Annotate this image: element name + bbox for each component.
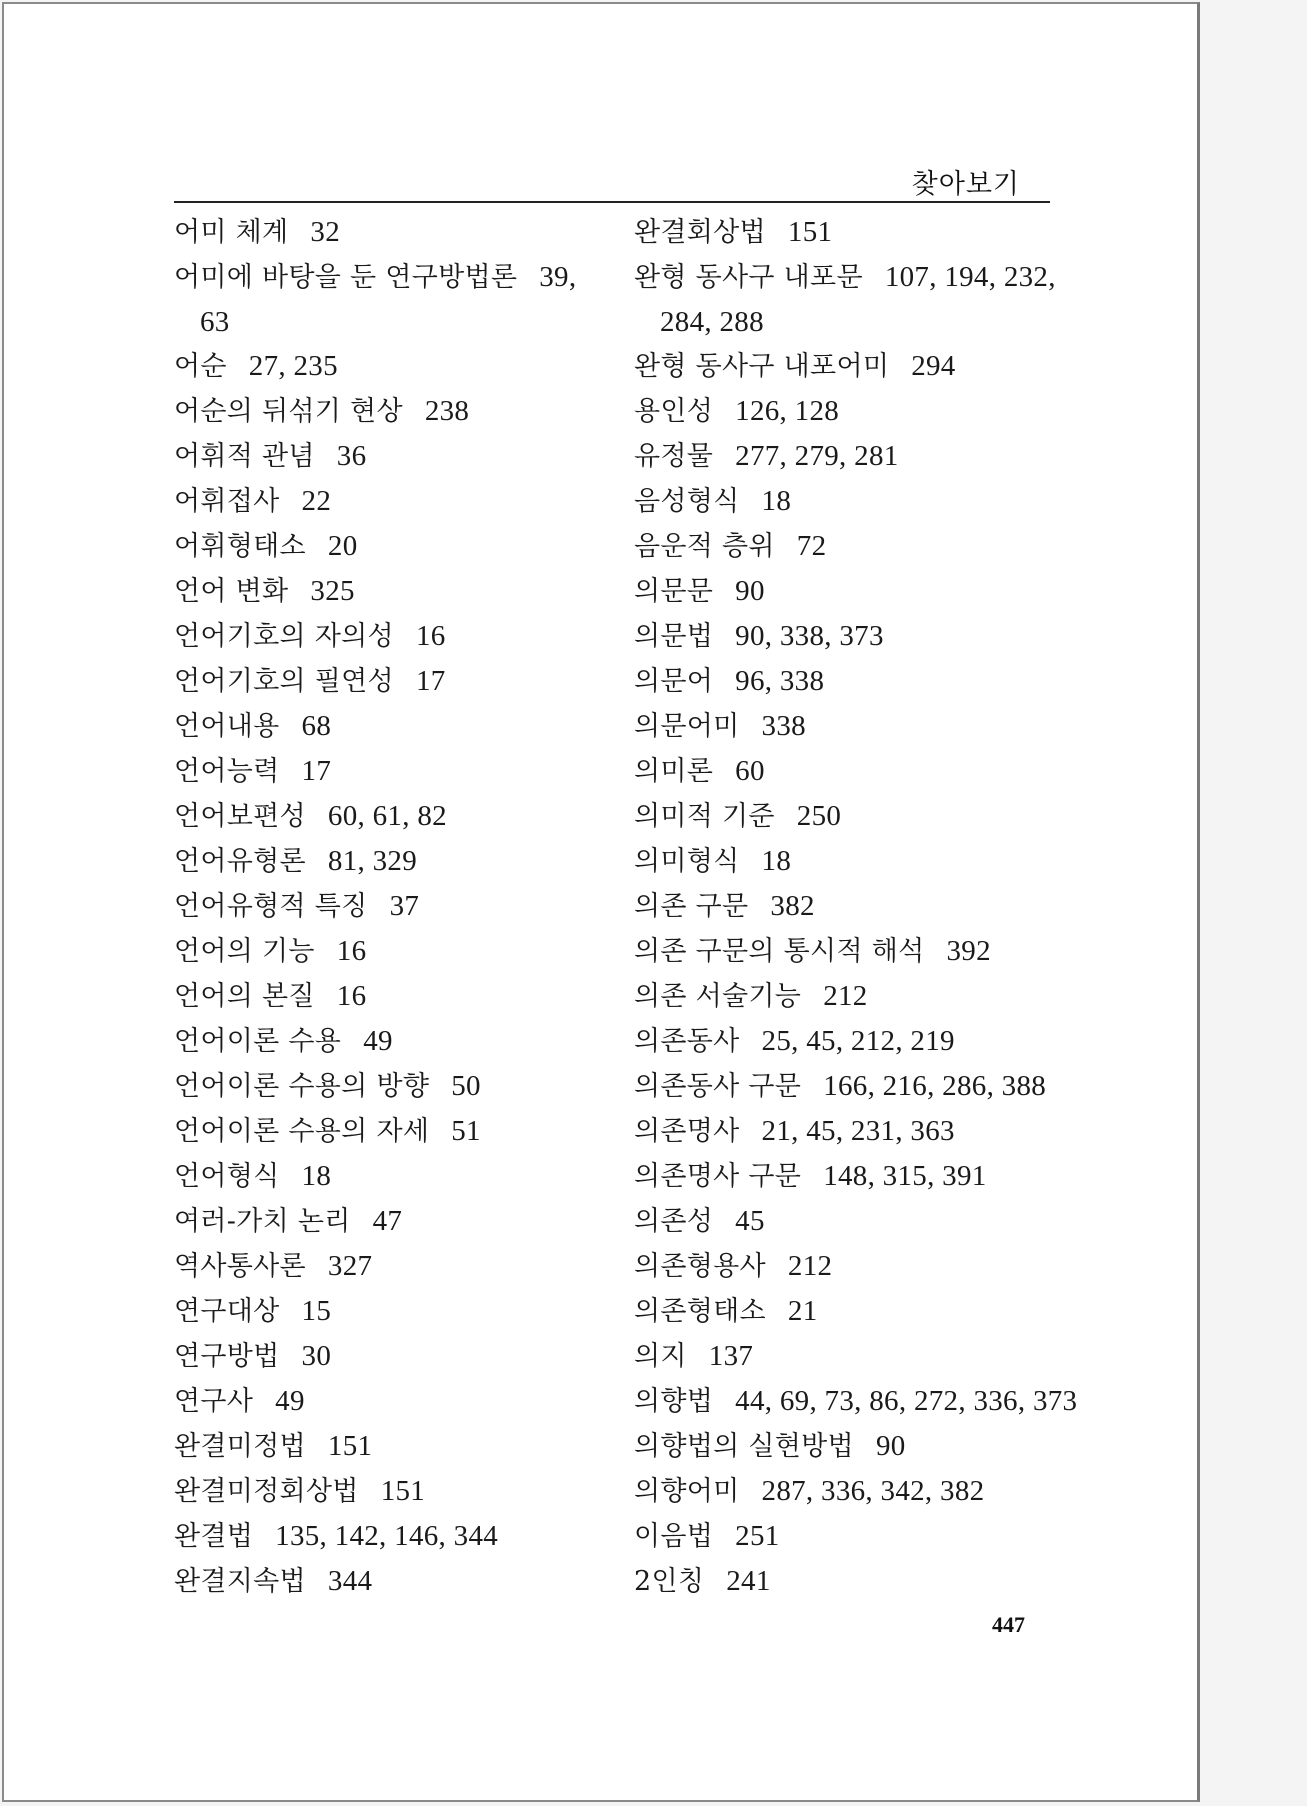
index-term: 어휘접사 [174, 486, 280, 517]
index-pages: 151 [327, 1430, 373, 1462]
index-term: 완결미정법 [174, 1431, 306, 1462]
index-term: 의존 서술기능 [634, 981, 802, 1012]
index-entry [174, 1559, 594, 1604]
index-term: 의존 구문 [634, 891, 749, 922]
index-term: 의문문 [634, 576, 714, 607]
index-pages: 135, 142, 146, 344 [275, 1520, 499, 1552]
index-pages: 250 [796, 800, 842, 832]
index-term: 의향법 [634, 1386, 714, 1417]
index-entry [174, 749, 594, 794]
index-entry [174, 344, 594, 389]
index-entry [634, 659, 1074, 704]
index-entry [174, 255, 594, 344]
index-term: 의존명사 구문 [634, 1161, 802, 1192]
index-pages: 107, 194, 232, [884, 261, 1056, 293]
index-term: 의존형용사 [634, 1251, 766, 1282]
index-term: 언어이론 수용의 자세 [174, 1116, 430, 1147]
index-term: 완결미정회상법 [174, 1476, 359, 1507]
index-term: 언어보편성 [174, 801, 306, 832]
index-term: 여러-가치 논리 [174, 1206, 351, 1237]
index-term: 언어의 본질 [174, 981, 315, 1012]
index-pages: 27, 235 [248, 350, 338, 382]
index-pages: 17 [301, 755, 332, 787]
index-entry [174, 659, 594, 704]
index-pages: 21, 45, 231, 363 [761, 1115, 955, 1147]
index-pages: 49 [275, 1385, 305, 1417]
index-pages-continued: 284, 288 [660, 306, 764, 338]
index-entry [174, 524, 594, 569]
index-pages: 18 [761, 845, 792, 877]
index-pages: 151 [787, 216, 833, 248]
index-entry [634, 479, 1074, 524]
index-entry [174, 1379, 594, 1424]
index-entry [634, 1064, 1074, 1109]
index-entry [634, 1289, 1074, 1334]
section-title: 찾아보기 [911, 169, 1020, 200]
index-entry [174, 1289, 594, 1334]
index-term: 이음법 [634, 1521, 714, 1552]
index-term: 완결지속법 [174, 1566, 306, 1597]
index-pages: 18 [301, 1160, 332, 1192]
index-entry [174, 1514, 594, 1559]
index-term: 언어유형론 [174, 846, 306, 877]
index-pages: 39, [539, 261, 577, 293]
index-entry [634, 1424, 1074, 1469]
index-term: 의존형태소 [634, 1296, 766, 1327]
index-term: 의존동사 [634, 1026, 740, 1057]
index-entry [174, 1109, 594, 1154]
index-pages: 344 [327, 1565, 373, 1597]
index-entry [634, 1244, 1074, 1289]
index-pages: 25, 45, 212, 219 [761, 1025, 955, 1057]
index-term: 의존명사 [634, 1116, 740, 1147]
index-entry [634, 839, 1074, 884]
index-entry [634, 1559, 1074, 1604]
index-entry [174, 1424, 594, 1469]
book-page [2, 2, 1200, 1802]
index-pages: 30 [301, 1340, 332, 1372]
index-term: 의미적 기준 [634, 801, 775, 832]
viewer-gutter [1203, 0, 1307, 1806]
index-pages: 126, 128 [735, 395, 840, 427]
index-pages: 166, 216, 286, 388 [823, 1070, 1047, 1102]
index-pages: 45 [735, 1205, 765, 1237]
index-pages: 60 [735, 755, 765, 787]
index-pages: 338 [761, 710, 806, 742]
index-entry [174, 1064, 594, 1109]
index-entry [634, 1199, 1074, 1244]
index-entry [174, 434, 594, 479]
index-term: 역사통사론 [174, 1251, 306, 1282]
index-pages: 32 [310, 216, 341, 248]
index-entry [174, 974, 594, 1019]
index-entry [174, 614, 594, 659]
index-term: 완결법 [174, 1521, 254, 1552]
index-entry [174, 1154, 594, 1199]
index-entry [634, 749, 1074, 794]
index-pages: 72 [796, 530, 827, 562]
index-entry [634, 524, 1074, 569]
index-pages: 81, 329 [327, 845, 418, 877]
index-term: 언어능력 [174, 756, 280, 787]
index-term: 언어 변화 [174, 576, 289, 607]
index-entry [174, 1334, 594, 1379]
index-term: 완형 동사구 내포어미 [634, 351, 890, 382]
index-term: 완결회상법 [634, 217, 766, 248]
index-entry [174, 1199, 594, 1244]
index-term: 어순 [174, 351, 227, 382]
index-term: 연구사 [174, 1386, 254, 1417]
index-term: 용인성 [634, 396, 714, 427]
index-entry [634, 1334, 1074, 1379]
index-pages: 21 [787, 1295, 818, 1327]
index-pages: 212 [787, 1250, 833, 1282]
index-entry [634, 884, 1074, 929]
index-entry [634, 614, 1074, 659]
index-term: 의존성 [634, 1206, 714, 1237]
index-pages: 47 [372, 1205, 403, 1237]
index-pages: 277, 279, 281 [735, 440, 899, 472]
index-entry [634, 1379, 1078, 1424]
index-entry [174, 704, 594, 749]
index-pages-continued: 63 [200, 306, 230, 338]
index-term: 의문어 [634, 666, 714, 697]
index-term: 의문어미 [634, 711, 740, 742]
index-pages: 137 [708, 1340, 754, 1372]
index-pages: 50 [451, 1070, 481, 1102]
index-entry [634, 704, 1074, 749]
index-pages: 96, 338 [735, 665, 825, 697]
index-entry [174, 210, 594, 255]
index-entry [634, 1154, 1074, 1199]
index-pages: 16 [415, 620, 446, 652]
index-entry [634, 1469, 1074, 1514]
index-entry [634, 210, 1074, 255]
index-entry [174, 389, 594, 434]
index-pages: 49 [363, 1025, 393, 1057]
index-term: 연구대상 [174, 1296, 280, 1327]
index-pages: 392 [946, 935, 991, 967]
index-entry [174, 1469, 594, 1514]
index-term: 의향어미 [634, 1476, 740, 1507]
index-column-right [634, 210, 1078, 1604]
index-entry [174, 569, 594, 614]
index-entry [174, 794, 594, 839]
index-term: 언어이론 수용의 방향 [174, 1071, 430, 1102]
index-term: 어미 체계 [174, 217, 289, 248]
index-entry [174, 929, 594, 974]
index-pages: 16 [336, 980, 367, 1012]
index-term: 음성형식 [634, 486, 740, 517]
index-entry [174, 884, 594, 929]
index-pages: 15 [301, 1295, 332, 1327]
index-pages: 241 [726, 1565, 771, 1597]
index-entry [634, 344, 1074, 389]
page-number: 447 [992, 1612, 1025, 1637]
index-pages: 37 [389, 890, 420, 922]
index-pages: 68 [301, 710, 332, 742]
index-pages: 18 [761, 485, 792, 517]
index-term: 음운적 층위 [634, 531, 775, 562]
index-entry [634, 255, 1074, 344]
index-term: 의미형식 [634, 846, 740, 877]
index-term: 의향법의 실현방법 [634, 1431, 854, 1462]
index-pages: 60, 61, 82 [327, 800, 447, 832]
header-rule [174, 201, 1050, 203]
index-term: 어휘적 관념 [174, 441, 315, 472]
index-term: 2인칭 [634, 1566, 705, 1597]
index-term: 의존 구문의 통시적 해석 [634, 936, 925, 967]
index-pages: 51 [451, 1115, 481, 1147]
index-term: 완형 동사구 내포문 [634, 262, 863, 293]
index-pages: 90, 338, 373 [735, 620, 884, 652]
index-term: 언어기호의 자의성 [174, 621, 394, 652]
index-pages: 44, 69, 73, 86, 272, 336, 373 [735, 1385, 1078, 1417]
index-term: 의문법 [634, 621, 714, 652]
index-entry [634, 569, 1074, 614]
index-pages: 90 [875, 1430, 906, 1462]
index-entry [634, 1514, 1074, 1559]
index-pages: 327 [327, 1250, 373, 1282]
index-entry [634, 794, 1074, 839]
index-term: 언어내용 [174, 711, 280, 742]
index-term: 어순의 뒤섞기 현상 [174, 396, 403, 427]
index-entry [634, 389, 1074, 434]
index-pages: 16 [336, 935, 367, 967]
running-header [174, 154, 1050, 204]
index-pages: 20 [327, 530, 358, 562]
index-pages: 294 [911, 350, 956, 382]
index-column-left [174, 210, 594, 1604]
index-pages: 212 [823, 980, 868, 1012]
index-pages: 36 [336, 440, 367, 472]
index-pages: 90 [735, 575, 765, 607]
index-term: 의존동사 구문 [634, 1071, 802, 1102]
index-term: 유정물 [634, 441, 714, 472]
index-term: 의지 [634, 1341, 687, 1372]
index-term: 언어유형적 특징 [174, 891, 368, 922]
index-entry [634, 929, 1074, 974]
index-entry [634, 434, 1074, 479]
index-entry [174, 839, 594, 884]
index-pages: 325 [310, 575, 355, 607]
index-pages: 287, 336, 342, 382 [761, 1475, 985, 1507]
index-entry [174, 1244, 594, 1289]
index-pages: 17 [415, 665, 446, 697]
index-pages: 238 [424, 395, 470, 427]
index-term: 언어이론 수용 [174, 1026, 342, 1057]
index-pages: 151 [380, 1475, 426, 1507]
index-term: 언어기호의 필연성 [174, 666, 394, 697]
index-term: 어미에 바탕을 둔 연구방법론 [174, 262, 518, 293]
index-entry [634, 1109, 1074, 1154]
index-pages: 22 [301, 485, 332, 517]
index-term: 연구방법 [174, 1341, 280, 1372]
index-entry [174, 479, 594, 524]
index-term: 언어의 기능 [174, 936, 315, 967]
index-pages: 251 [735, 1520, 780, 1552]
index-entry [634, 974, 1074, 1019]
index-pages: 148, 315, 391 [823, 1160, 987, 1192]
index-entry [174, 1019, 594, 1064]
index-pages: 382 [770, 890, 815, 922]
index-term: 어휘형태소 [174, 531, 306, 562]
index-entry [634, 1019, 1074, 1064]
index-term: 의미론 [634, 756, 714, 787]
index-term: 언어형식 [174, 1161, 280, 1192]
